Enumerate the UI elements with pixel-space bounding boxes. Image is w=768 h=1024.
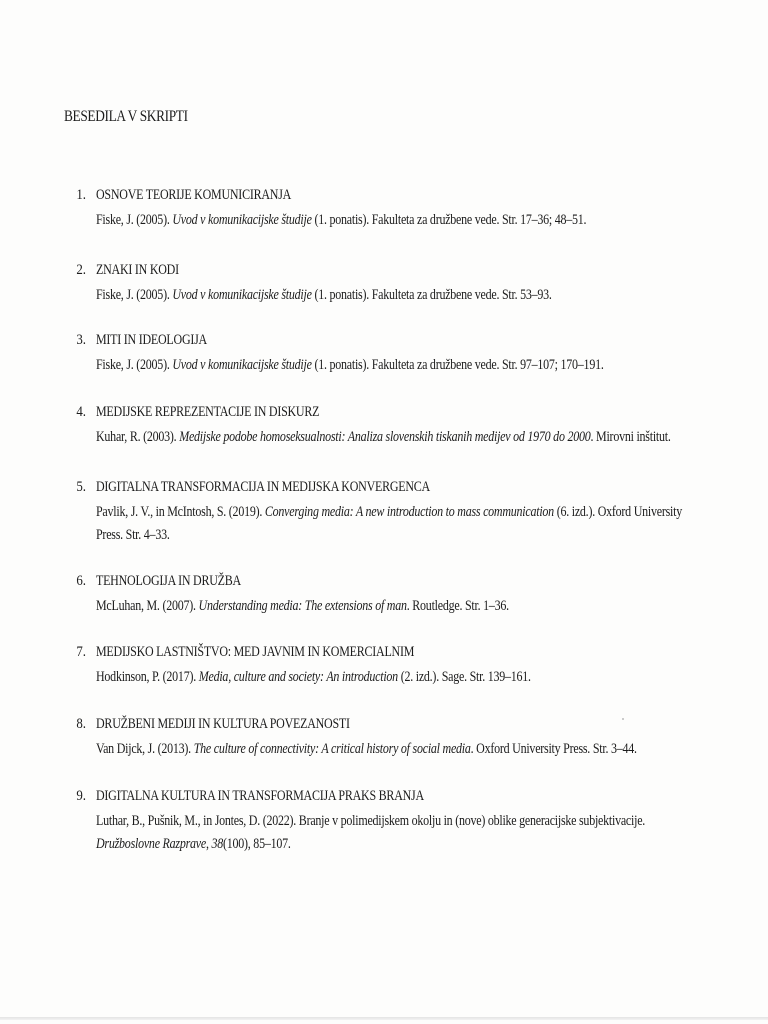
reference-italic-text: The culture of connectivity: A critical history of social media — [193, 741, 471, 757]
entry-reference — [96, 209, 692, 232]
entry-reference — [96, 666, 692, 689]
reference-text: Luthar, B., Pušnik, M., in Jontes, D. (2022). Branje v polimedijskem okolju in (nove) oblike generacijske subjektivacije. — [96, 813, 646, 829]
reference-text: . Routledge. Str. 1–36. — [406, 598, 509, 614]
entry-number: 4. — [76, 404, 86, 420]
reference-text: Van Dijck, J. (2013). — [96, 741, 194, 757]
reference-italic-text: Uvod v komunikacijske študije — [172, 212, 312, 228]
reference-text: (100), 85–107. — [223, 836, 291, 852]
reference-text: . Oxford University Press. Str. 3–44. — [470, 741, 637, 757]
entry-heading: DRUŽBENI MEDIJI IN KULTURA POVEZANOSTI — [96, 716, 350, 732]
reference-text: Fiske, J. (2005). — [96, 287, 173, 303]
entry-heading: MITI IN IDEOLOGIJA — [96, 332, 207, 348]
entry-number: 5. — [76, 479, 86, 495]
entry-number: 3. — [76, 332, 86, 348]
entry-number: 6. — [76, 573, 86, 589]
reference-text: . Mirovni inštitut. — [590, 429, 671, 445]
entry-heading: TEHNOLOGIJA IN DRUŽBA — [96, 573, 241, 589]
reference-text: (1. ponatis). Fakulteta za družbene vede. Str. 53–93. — [311, 287, 552, 303]
reference-text: Hodkinson, P. (2017). — [96, 669, 199, 685]
reference-text: Pavlik, J. V., in McIntosh, S. (2019). — [96, 504, 265, 520]
reference-italic-text: Družboslovne Razprave — [96, 836, 206, 852]
entry-number: 2. — [76, 262, 86, 278]
entry-number: 7. — [76, 644, 86, 660]
reference-text: Fiske, J. (2005). — [96, 212, 173, 228]
reference-text: , — [205, 836, 212, 852]
reference-text: Kuhar, R. (2003). — [96, 429, 180, 445]
document-title: BESEDILA V SKRIPTI — [64, 108, 188, 125]
reference-italic-text: Uvod v komunikacijske študije — [172, 357, 312, 373]
reference-italic-text: Understanding media: The extensions of man — [198, 598, 407, 614]
entry-heading: MEDIJSKE REPREZENTACIJE IN DISKURZ — [96, 404, 320, 420]
reference-italic-text: 38 — [211, 836, 223, 852]
reference-italic-text: Media, culture and society: An introduction — [198, 669, 398, 685]
scan-speck — [622, 718, 624, 720]
scan-edge — [0, 1017, 768, 1020]
entry-heading: ZNAKI IN KODI — [96, 262, 179, 278]
entry-heading: DIGITALNA KULTURA IN TRANSFORMACIJA PRAKS BRANJA — [96, 788, 424, 804]
entry-heading: MEDIJSKO LASTNIŠTVO: MED JAVNIM IN KOMERCIALNIM — [96, 644, 415, 660]
entry-reference — [96, 501, 692, 547]
entry-reference — [96, 810, 692, 856]
entry-number: 1. — [76, 187, 86, 203]
entry-number: 8. — [76, 716, 86, 732]
reference-text: Fiske, J. (2005). — [96, 357, 173, 373]
entry-heading: DIGITALNA TRANSFORMACIJA IN MEDIJSKA KONVERGENCA — [96, 479, 430, 495]
entry-reference — [96, 595, 692, 618]
reference-text: McLuhan, M. (2007). — [96, 598, 199, 614]
entry-heading: OSNOVE TEORIJE KOMUNICIRANJA — [96, 187, 292, 203]
entry-reference — [96, 426, 692, 449]
reference-italic-text: Medijske podobe homoseksualnosti: Analiza slovenskih tiskanih medijev od 1970 do 2000 — [179, 429, 591, 445]
reference-text: (1. ponatis). Fakulteta za družbene vede. Str. 17–36; 48–51. — [311, 212, 587, 228]
reference-text: (1. ponatis). Fakulteta za družbene vede. Str. 97–107; 170–191. — [311, 357, 604, 373]
reference-text: (2. izd.). Sage. Str. 139–161. — [397, 669, 531, 685]
entry-reference — [96, 738, 692, 761]
entry-reference — [96, 284, 692, 307]
entry-reference — [96, 354, 692, 377]
entry-number: 9. — [76, 788, 86, 804]
reference-text: (6. izd.). Oxford University Press. Str. 4–33. — [96, 504, 682, 543]
reference-italic-text: Converging media: A new introduction to mass communication — [264, 504, 554, 520]
reference-italic-text: Uvod v komunikacijske študije — [172, 287, 312, 303]
